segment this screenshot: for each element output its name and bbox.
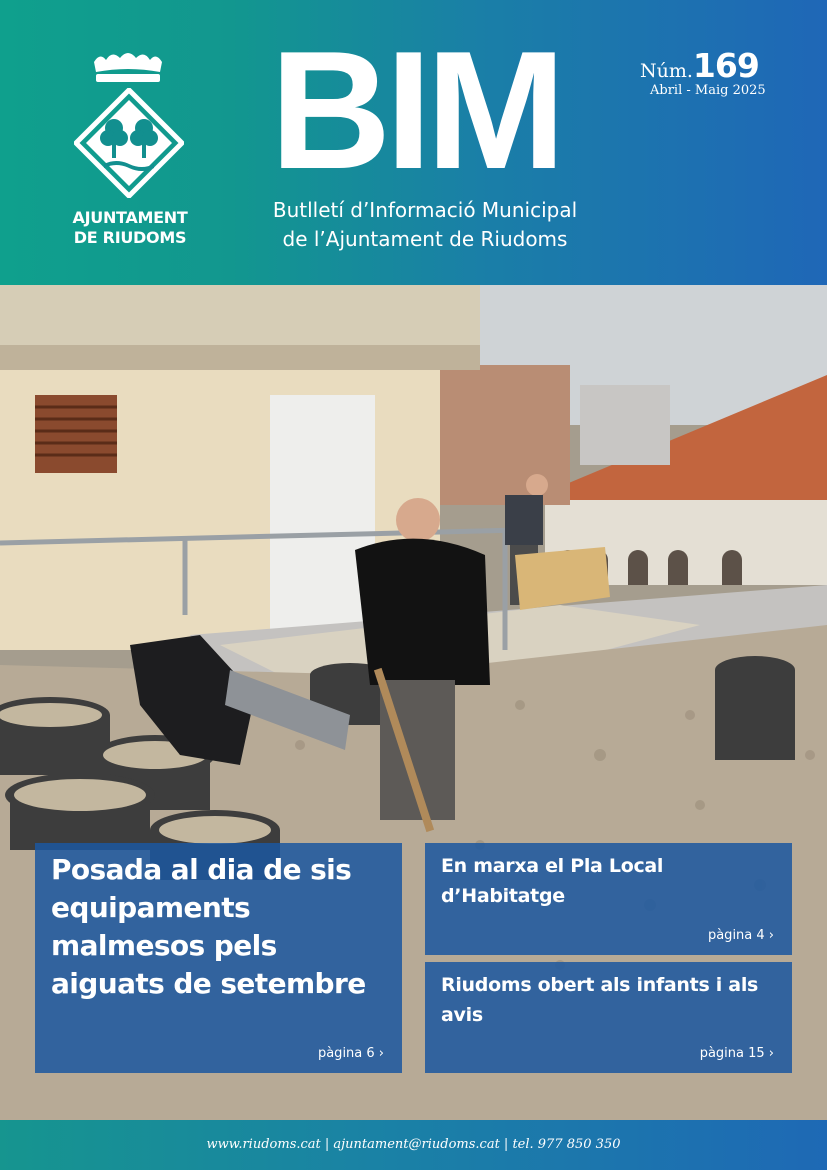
footer-contact-text[interactable]: www.riudoms.cat | ajuntament@riudoms.cat | tel. 977 850 350 (206, 1137, 621, 1152)
children-elderly-page-link[interactable]: pàgina 15 › (699, 1046, 774, 1061)
children-elderly-headline: Riudoms obert als infants i als avis (441, 974, 759, 1026)
subtitle-line-1: Butlletí d’Informació Municipal (272, 198, 578, 222)
logo-text (60, 208, 200, 248)
issue-date: Abril - Maig 2025 (650, 83, 766, 98)
issue-info (640, 46, 790, 98)
crown-icon (90, 48, 166, 86)
subtitle-line-2: de l’Ajuntament de Riudoms (282, 227, 568, 251)
housing-page-link[interactable]: pàgina 4 › (707, 928, 774, 943)
housing-headline: En marxa el Pla Local d’Habitatge (441, 855, 664, 907)
shield-icon (74, 88, 184, 198)
logo-line-1: AJUNTAMENT (72, 208, 188, 227)
main-headline: Posada al dia de sis equipaments malmesos pels aiguats de setembre (51, 853, 366, 1000)
feature-article-children-elderly[interactable] (425, 962, 792, 1073)
main-page-link[interactable]: pàgina 6 › (317, 1046, 384, 1061)
issue-label: Núm. (640, 60, 693, 82)
logo-line-2: DE RIUDOMS (73, 228, 187, 247)
contact-footer (0, 1120, 827, 1170)
municipal-logo (60, 48, 200, 258)
publication-title: BIM (270, 16, 560, 204)
issue-number: 169 (692, 46, 759, 85)
publication-subtitle (240, 196, 610, 254)
feature-article-main[interactable] (35, 843, 402, 1073)
feature-article-housing[interactable] (425, 843, 792, 955)
cover-header (0, 0, 827, 285)
